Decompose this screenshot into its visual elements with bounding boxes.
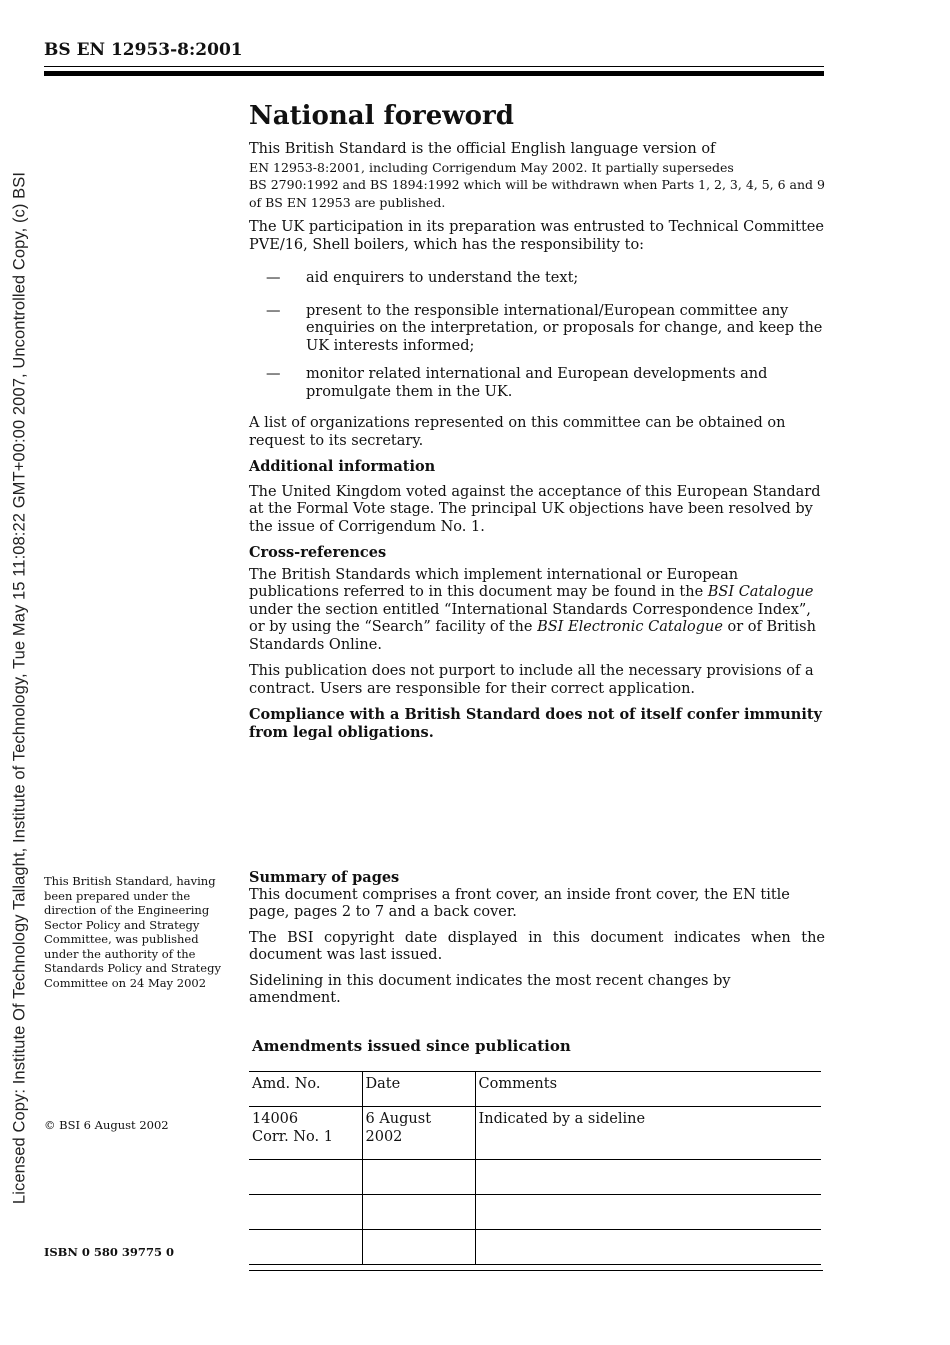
table-row: [249, 1160, 821, 1195]
publication-note: This British Standard, having been prepared under the direction of the Engineering Sector Policy and Strategy Committee, was published under the authority of the Standards Policy and Strategy Committee on 24 May 2002: [44, 874, 221, 990]
table-row: [249, 1230, 821, 1265]
additional-info-section: [249, 458, 825, 536]
intro-line-2: EN 12953-8:2001, including Corrigendum May 2002. It partially supersedes: [249, 159, 734, 175]
bullet-dash: —: [266, 366, 281, 382]
bottom-rule: [249, 1270, 823, 1271]
foreword-intro: [249, 141, 825, 211]
list-item: [249, 366, 825, 401]
compliance-statement: Compliance with a British Standard does not of itself confer immunity from legal obligations.: [249, 706, 822, 741]
column-header: Date: [362, 1072, 475, 1107]
responsibility-list: [249, 270, 825, 401]
list-item: [249, 270, 825, 288]
cross-references-section: [249, 544, 825, 654]
provisions-text: This publication does not purport to include all the necessary provisions of a contract. Users are responsible for their correct application.: [249, 663, 814, 697]
summary-text-3: Sidelining in this document indicates the most recent changes by amendment.: [249, 972, 731, 1006]
amd-no-cell: 14006 Corr. No. 1: [249, 1107, 362, 1160]
intro-line-1: This British Standard is the official English language version of: [249, 141, 716, 157]
amendments-title: Amendments issued since publication: [252, 1037, 571, 1055]
header-rule-thin: [44, 66, 824, 67]
list-item: [249, 303, 825, 356]
committee-list-text: A list of organizations represented on this committee can be obtained on request to its secretary.: [249, 415, 786, 449]
document-id: BS EN 12953-8:2001: [44, 40, 243, 60]
list-item-text: aid enquirers to understand the text;: [306, 270, 579, 286]
amendments-table: [249, 1071, 821, 1265]
cross-references-heading: Cross-references: [249, 544, 387, 561]
summary-heading: Summary of pages: [249, 869, 400, 886]
bullet-dash: —: [266, 302, 281, 319]
summary-text-2: The BSI copyright date displayed in this document indicates when the document was last issued.: [249, 929, 825, 963]
date-cell: 6 August 2002: [362, 1107, 475, 1160]
column-header: Amd. No.: [249, 1072, 362, 1107]
committee-paragraph: [249, 219, 825, 254]
header-rule-thick: [44, 71, 824, 76]
bsi-catalogue-ref: BSI Catalogue: [707, 584, 814, 600]
committee-list-paragraph: [249, 415, 825, 450]
list-item-text: monitor related international and European developments and promulgate them in the UK.: [306, 366, 768, 400]
additional-info-heading: Additional information: [249, 458, 436, 475]
bsi-electronic-catalogue-ref: BSI Electronic Catalogue: [537, 619, 723, 635]
table-row: [249, 1195, 821, 1230]
table-header-row: [249, 1072, 821, 1107]
committee-text: The UK participation in its preparation was entrusted to Technical Committee PVE/16, Shell boilers, which has the responsibility to:: [249, 219, 824, 253]
column-header: Comments: [475, 1072, 821, 1107]
summary-section: [249, 869, 825, 1008]
license-watermark: Licensed Copy: Institute Of Technology Tallaght, Institute of Technology, Tue May 15 11:08:22 GMT+00:00 2007, Uncontrolled Copy, (c) BSI: [10, 171, 29, 1205]
page-title: National foreword: [249, 101, 514, 131]
list-item-text: present to the responsible international/European committee any enquiries on the interpretation, or proposals for change, and keep the UK interests informed;: [306, 302, 823, 354]
isbn: ISBN 0 580 39775 0: [44, 1245, 174, 1259]
cross-references-text: The British Standards which implement international or European publications referred to in this document may be found in the BSI Catalogue under the section entitled “International Standards Correspondence Index”, or by using the “Search” facility of the BSI Electronic Catalogue or of British Standards Online.: [249, 566, 816, 653]
bullet-dash: —: [266, 270, 281, 286]
copyright-notice: © BSI 6 August 2002: [44, 1118, 169, 1132]
provisions-paragraph: [249, 663, 825, 741]
comments-cell: Indicated by a sideline: [475, 1107, 821, 1160]
intro-line-3: BS 2790:1992 and BS 1894:1992 which will be withdrawn when Parts 1, 2, 3, 4, 5, 6 and 9 of BS EN 12953 are published.: [249, 177, 825, 210]
summary-text-1: This document comprises a front cover, an inside front cover, the EN title page, pages 2 to 7 and a back cover.: [249, 886, 790, 920]
additional-info-text: The United Kingdom voted against the acceptance of this European Standard at the Formal Vote stage. The principal UK objections have been resolved by the issue of Corrigendum No. 1.: [249, 483, 821, 535]
table-row: [249, 1107, 821, 1160]
